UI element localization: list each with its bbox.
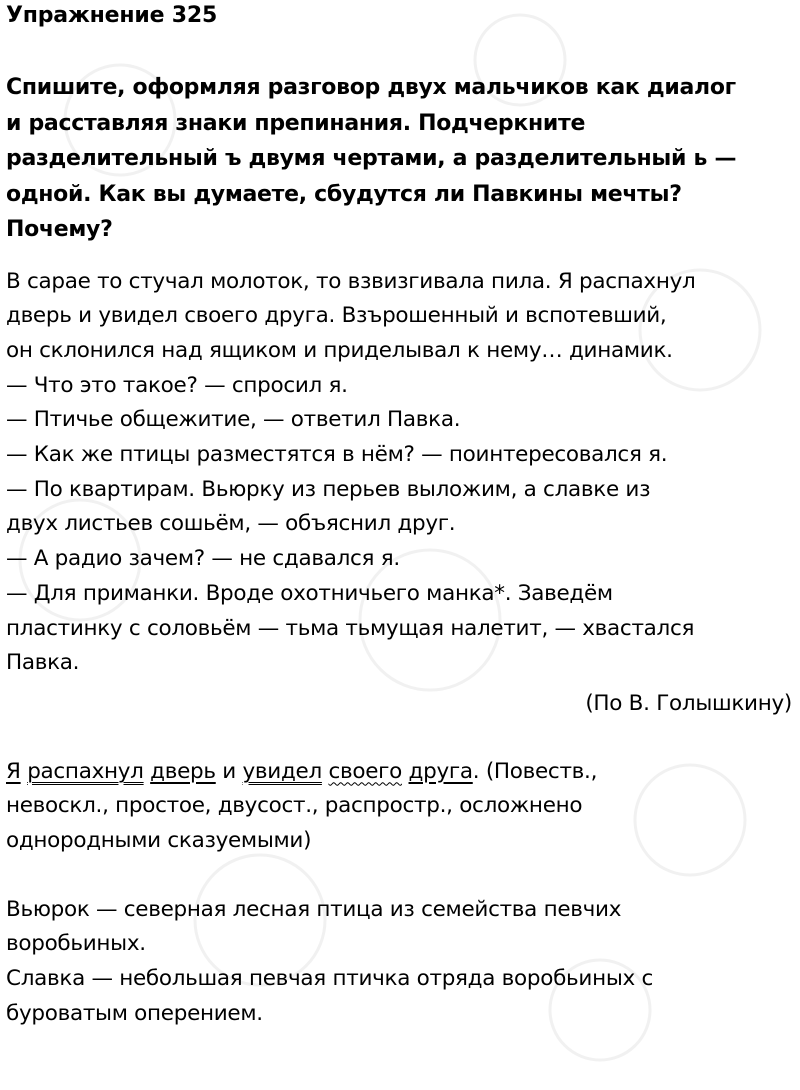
task-line: разделительный ъ двумя чертами, а разделительный ь — bbox=[6, 146, 737, 171]
text-line: — Что это такое? — спросил я. bbox=[6, 372, 348, 398]
task-text bbox=[6, 70, 794, 248]
predicate-word: распахнул bbox=[27, 758, 144, 784]
analysis-line: невоскл., простое, двусост., распростр., осложнено bbox=[6, 793, 583, 819]
sentence-analysis bbox=[6, 755, 794, 859]
footnotes bbox=[6, 893, 794, 1032]
task-line: одной. Как вы думаете, сбудутся ли Павкины мечты? bbox=[6, 181, 682, 207]
author-attribution: (По В. Голышкину) bbox=[585, 690, 792, 716]
text-line: — Для приманки. Вроде охотничьего манка*. Заведём bbox=[6, 580, 613, 606]
task-line: Почему? bbox=[6, 217, 113, 242]
text-line: дверь и увидел своего друга. Взърошенный и вспотевший, bbox=[6, 303, 667, 329]
subject-word: Я bbox=[6, 758, 21, 784]
conjunction: и bbox=[215, 758, 243, 784]
text-line: Павка. bbox=[6, 650, 80, 676]
text-line: двух листьев сошьём, — объяснил друг. bbox=[6, 511, 456, 537]
text-line: — По квартирам. Вьюрку из перьев выложим, а славке из bbox=[6, 476, 651, 502]
note-line: Славка — небольшая певчая птичка отряда воробьиных с bbox=[6, 966, 653, 992]
dialog-text bbox=[6, 265, 794, 722]
note-line: Вьюрок — северная лесная птица из семейства певчих bbox=[6, 896, 622, 922]
predicate-word: увидел bbox=[242, 758, 322, 784]
text-line: — Как же птицы разместятся в нём? — поинтересовался я. bbox=[6, 442, 668, 468]
text-line: он склонился над ящиком и приделывал к нему… динамик. bbox=[6, 337, 673, 363]
text-line: — Птичье общежитие, — ответил Павка. bbox=[6, 407, 461, 433]
analysis-tail: . (Повеств., bbox=[472, 758, 598, 784]
text-line: пластинку с соловьём — тьма тьмущая налетит, — хвастался bbox=[6, 615, 695, 641]
task-line: и расставляя знаки препинания. Подчеркните bbox=[6, 110, 586, 136]
note-line: буроватым оперением. bbox=[6, 1000, 263, 1026]
attribute-word: своего bbox=[328, 758, 402, 784]
object-word: дверь bbox=[150, 758, 216, 784]
object-word: друга bbox=[408, 758, 473, 784]
exercise-title: Упражнение 325 bbox=[6, 3, 218, 28]
analysis-line bbox=[6, 755, 794, 790]
analysis-line: однородными сказуемыми) bbox=[6, 828, 312, 854]
note-line: воробьиных. bbox=[6, 931, 146, 957]
task-line: Спишите, оформляя разговор двух мальчиков как диалог bbox=[6, 75, 736, 100]
text-line: — А радио зачем? — не сдавался я. bbox=[6, 546, 400, 572]
text-line: В сарае то стучал молоток, то взвизгивала пила. Я распахнул bbox=[6, 268, 696, 294]
